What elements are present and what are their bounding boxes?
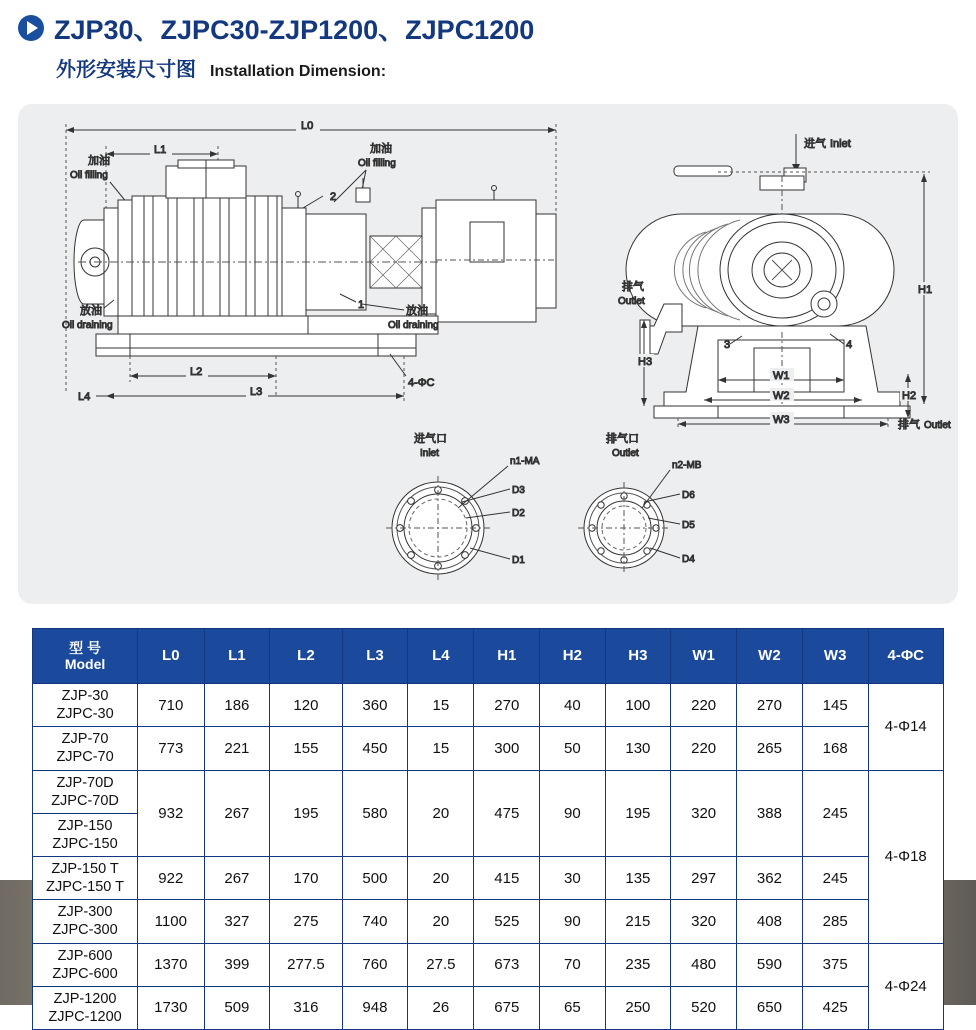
th-holes: 4-ΦC	[868, 629, 943, 684]
model-top: ZJP-300	[57, 904, 113, 921]
table-row	[33, 857, 944, 900]
holes-callout-left: 4-ΦC	[408, 377, 435, 389]
model-top: ZJP-150 T	[51, 861, 119, 877]
inlet-port-cn: 进气口	[414, 433, 447, 445]
callout-3: 3	[724, 339, 731, 351]
cell-L3: 948	[342, 986, 408, 1029]
oil-filling-en-mid: Oil filling	[358, 158, 396, 169]
th-model-cn: 型 号	[69, 639, 101, 656]
cell-H2: 70	[540, 943, 605, 986]
cell-L0: 1370	[138, 943, 204, 986]
cell-L0: 1730	[138, 986, 204, 1029]
oil-filling-en-left: Oil filling	[70, 170, 108, 181]
label-n2-MB: n2-MB	[672, 460, 702, 471]
cell-H1: 525	[474, 900, 540, 943]
cell-holes-group-2: 4-Φ18	[868, 770, 943, 943]
cell-H3: 195	[605, 770, 671, 857]
cell-L1: 267	[204, 770, 270, 857]
cell-H3: 100	[605, 684, 671, 727]
cell-L0: 710	[138, 684, 204, 727]
inlet-en: Inlet	[830, 138, 851, 150]
th-model	[33, 629, 138, 684]
outlet-port-en: Outlet	[612, 448, 639, 459]
th-W1: W1	[671, 629, 737, 684]
drawing-panel	[18, 104, 958, 604]
model-top: ZJP-70	[61, 731, 109, 748]
cell-W2: 408	[737, 900, 803, 943]
dim-L4-label: L4	[78, 391, 91, 403]
th-L4: L4	[408, 629, 474, 684]
cell-W1: 320	[671, 770, 737, 857]
label-D4: D4	[682, 554, 695, 565]
cell-H1: 673	[474, 943, 540, 986]
cell-L2: 170	[270, 857, 342, 900]
label-D1: D1	[512, 555, 525, 566]
callout-1: 1	[358, 299, 365, 311]
cell-H3: 130	[605, 727, 671, 770]
cell-L4: 15	[408, 684, 474, 727]
label-D2: D2	[512, 508, 525, 519]
dim-H1-label: H1	[918, 284, 933, 296]
cell-H2: 40	[540, 684, 605, 727]
oil-draining-en-mid: Oil draining	[388, 320, 439, 331]
dim-W3-label: W3	[773, 414, 790, 426]
table-row	[33, 943, 944, 986]
cell-W1: 297	[671, 857, 737, 900]
table-header-row	[33, 629, 944, 684]
cell-L3: 740	[342, 900, 408, 943]
model-top: ZJP-600	[57, 947, 113, 964]
cell-W2: 650	[737, 986, 803, 1029]
cell-L3: 360	[342, 684, 408, 727]
page-header	[0, 0, 976, 82]
cell-model	[33, 727, 138, 770]
cell-H3: 250	[605, 986, 671, 1029]
th-H1: H1	[474, 629, 540, 684]
cell-W3: 245	[802, 857, 868, 900]
dim-W2-label: W2	[773, 390, 790, 402]
table-head	[33, 629, 944, 684]
model-bottom: ZJPC-600	[52, 965, 118, 982]
th-model-en: Model	[64, 656, 106, 672]
cell-model	[33, 943, 138, 986]
cell-L2: 120	[270, 684, 342, 727]
cell-H2: 65	[540, 986, 605, 1029]
th-L0: L0	[138, 629, 204, 684]
cell-model	[33, 813, 138, 856]
cell-H2: 30	[540, 857, 605, 900]
cell-L1: 221	[204, 727, 270, 770]
th-W3: W3	[802, 629, 868, 684]
subtitle-cn: 外形安装尺寸图	[56, 59, 196, 81]
cell-L2: 275	[270, 900, 342, 943]
cell-holes-group-3: 4-Φ24	[868, 943, 943, 1030]
th-L2: L2	[270, 629, 342, 684]
cell-L1: 399	[204, 943, 270, 986]
outlet-en-left: Outlet	[618, 296, 645, 307]
dim-L3-label: L3	[250, 386, 263, 398]
cell-L4: 20	[408, 857, 474, 900]
model-bottom: ZJPC-70	[56, 749, 114, 766]
cell-L2: 277.5	[270, 943, 342, 986]
dim-H3-label: H3	[638, 356, 653, 368]
cell-L2: 195	[270, 770, 342, 857]
outlet-cn-left: 排气	[622, 281, 644, 293]
cell-model	[33, 986, 138, 1029]
oil-draining-cn-mid: 放油	[406, 305, 428, 317]
outlet-cn-right: 排气	[898, 419, 920, 431]
page-title: ZJP30、ZJPC30-ZJP1200、ZJPC1200	[54, 15, 535, 45]
cell-L0: 773	[138, 727, 204, 770]
cell-L0: 932	[138, 770, 204, 857]
dimension-table-wrap	[32, 628, 944, 1030]
cell-L4: 20	[408, 900, 474, 943]
cell-L3: 500	[342, 857, 408, 900]
inlet-port-en: Inlet	[420, 448, 439, 459]
table-row	[33, 770, 944, 813]
cell-L3: 760	[342, 943, 408, 986]
subtitle-en: Installation Dimension:	[210, 63, 387, 80]
table-row	[33, 684, 944, 727]
cell-W1: 320	[671, 900, 737, 943]
cell-L1: 327	[204, 900, 270, 943]
table-row	[33, 727, 944, 770]
subtitle-row	[56, 53, 976, 82]
cell-L3: 450	[342, 727, 408, 770]
cell-H3: 135	[605, 857, 671, 900]
model-top: ZJP-70D	[56, 774, 114, 791]
cell-L2: 316	[270, 986, 342, 1029]
model-top: ZJP-1200	[53, 990, 117, 1007]
cell-W2: 388	[737, 770, 803, 857]
table-body	[33, 684, 944, 1030]
th-W2: W2	[737, 629, 803, 684]
model-bottom: ZJPC-1200	[48, 1008, 122, 1025]
th-H2: H2	[540, 629, 605, 684]
cell-L2: 155	[270, 727, 342, 770]
oil-filling-cn-left: 加油	[88, 155, 110, 167]
model-top: ZJP-30	[61, 688, 109, 704]
cell-W3: 145	[802, 684, 868, 727]
dim-L1-label: L1	[154, 144, 167, 156]
table-row	[33, 900, 944, 943]
label-D6: D6	[682, 490, 695, 501]
cell-H2: 90	[540, 900, 605, 943]
cell-W3: 375	[802, 943, 868, 986]
cell-L4: 20	[408, 770, 474, 857]
dimension-table	[32, 628, 944, 1030]
cell-L1: 509	[204, 986, 270, 1029]
cell-L0: 922	[138, 857, 204, 900]
cell-W1: 520	[671, 986, 737, 1029]
cell-L3: 580	[342, 770, 408, 857]
oil-filling-cn-mid: 加油	[370, 143, 392, 155]
outlet-port-cn: 排气口	[606, 433, 639, 445]
oil-draining-cn-left: 放油	[80, 305, 102, 317]
th-L3: L3	[342, 629, 408, 684]
model-top: ZJP-150	[57, 817, 113, 834]
th-H3: H3	[605, 629, 671, 684]
dim-L0-label: L0	[301, 120, 314, 132]
cell-W2: 265	[737, 727, 803, 770]
cell-model	[33, 770, 138, 813]
cell-L4: 27.5	[408, 943, 474, 986]
model-bottom: ZJPC-300	[52, 922, 118, 939]
cell-W2: 270	[737, 684, 803, 727]
model-bottom: ZJPC-30	[56, 706, 114, 723]
cell-W2: 590	[737, 943, 803, 986]
dim-L2-label: L2	[190, 366, 203, 378]
cell-W3: 425	[802, 986, 868, 1029]
label-D5: D5	[682, 520, 695, 531]
cell-L4: 15	[408, 727, 474, 770]
cell-W3: 168	[802, 727, 868, 770]
callout-2: 2	[330, 191, 337, 203]
cell-W1: 220	[671, 727, 737, 770]
cell-H1: 415	[474, 857, 540, 900]
cell-model	[33, 857, 138, 900]
installation-drawing	[18, 104, 958, 604]
cell-L1: 267	[204, 857, 270, 900]
cell-W3: 285	[802, 900, 868, 943]
cell-holes-group-1: 4-Φ14	[868, 684, 943, 771]
cell-H1: 270	[474, 684, 540, 727]
cell-W1: 220	[671, 684, 737, 727]
cell-W1: 480	[671, 943, 737, 986]
triangle-play-icon	[18, 15, 44, 41]
cell-H3: 235	[605, 943, 671, 986]
cell-H2: 90	[540, 770, 605, 857]
cell-W2: 362	[737, 857, 803, 900]
dim-H2-label: H2	[902, 390, 917, 402]
cell-H1: 675	[474, 986, 540, 1029]
cell-H2: 50	[540, 727, 605, 770]
cell-L1: 186	[204, 684, 270, 727]
cell-model	[33, 684, 138, 727]
callout-4: 4	[846, 339, 853, 351]
outlet-en-right: Outlet	[924, 420, 951, 431]
dim-W1-label: W1	[773, 370, 790, 382]
label-D3: D3	[512, 485, 525, 496]
model-bottom: ZJPC-150 T	[46, 879, 124, 896]
cell-L0: 1100	[138, 900, 204, 943]
model-bottom: ZJPC-150	[52, 835, 118, 852]
table-row	[33, 986, 944, 1029]
cell-H1: 300	[474, 727, 540, 770]
cell-H1: 475	[474, 770, 540, 857]
cell-L4: 26	[408, 986, 474, 1029]
cell-W3: 245	[802, 770, 868, 857]
inlet-cn: 进气	[804, 138, 826, 150]
model-bottom: ZJPC-70D	[51, 792, 119, 809]
cell-model	[33, 900, 138, 943]
title-row	[18, 8, 976, 47]
label-n1-MA: n1-MA	[510, 456, 540, 467]
th-L1: L1	[204, 629, 270, 684]
cell-H3: 215	[605, 900, 671, 943]
oil-draining-en-left: Oil draining	[62, 320, 113, 331]
